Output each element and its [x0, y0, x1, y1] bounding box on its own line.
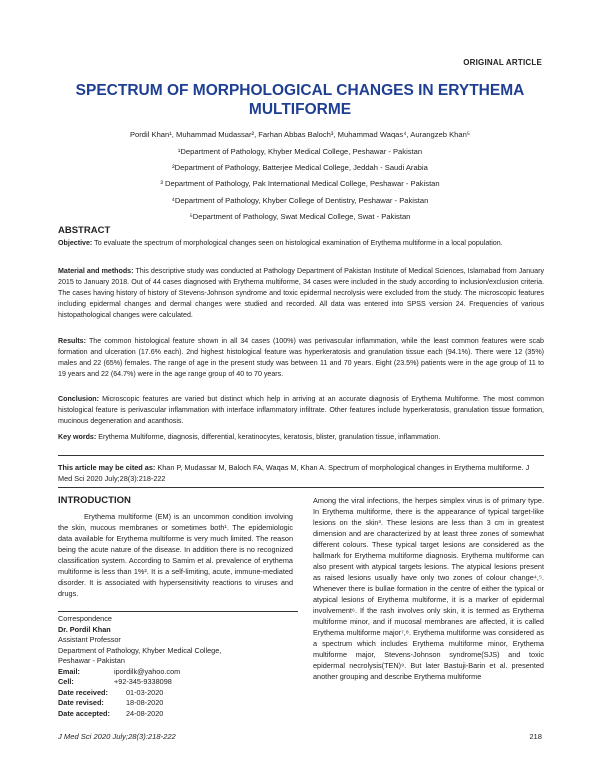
accepted-label: Date accepted:: [58, 708, 110, 718]
objective-text: To evaluate the spectrum of morphological changes seen on histological examination of Erythema multiforme in a local population.: [92, 239, 503, 247]
citation: [58, 462, 544, 484]
methods-label: Material and methods:: [58, 267, 134, 275]
abstract-conclusion: [58, 394, 544, 427]
conclusion-text: Microscopic features are varied but distinct which help in arriving at an accurate diagnosis of Erythema Multiforme. The most common histological feature is perivascular inflammation with interface inflammatory infiltrate. Other features include hyperkeratosis, granulation tissue formation, mucinous degeneration and acanthosis.: [58, 395, 544, 425]
title-line-1: SPECTRUM OF MORPHOLOGICAL CHANGES IN ERYTHEMA: [75, 82, 525, 99]
correspondence-divider: [58, 611, 298, 612]
email-value[interactable]: ipordilk@yahoo.com: [114, 666, 181, 676]
abstract-methods: [58, 266, 544, 321]
citation-label: This article may be cited as:: [58, 463, 156, 472]
abstract-keywords: [58, 432, 544, 443]
accepted-value: 24-08-2020: [126, 708, 164, 718]
correspondence-name: Dr. Pordil Khan: [58, 624, 111, 634]
affiliation-1: ¹Department of Pathology, Khyber Medical College, Peshawar - Pakistan: [177, 147, 423, 156]
revised-label: Date revised:: [58, 698, 104, 707]
correspondence-city: Peshawar - Pakistan: [58, 656, 125, 665]
article-type-label: ORIGINAL ARTICLE: [463, 58, 542, 67]
intro-left-column: Erythema multiforme (EM) is an uncommon condition involving the skin, mucous membranes or sometimes both¹. The epidemiologic data available for Erythema multiforme is very much limited. The reason being the acute nature of the disease. In addition there is no recognized classification system. According to Samim et al. prevalence of erythema multiforme is less than 1%². It is a self-limiting, acute, immune-mediated disorder. It is associated with hypersensitivity reactions to viruses and drugs.: [58, 512, 293, 598]
received-value: 01-03-2020: [126, 687, 164, 697]
received-label: Date received:: [58, 687, 108, 697]
affiliation-3: ³ Department of Pathology, Pak International Medical College, Peshawar - Pakistan: [160, 179, 440, 188]
cell-value: +92-345-9338098: [114, 677, 172, 686]
article-title: [40, 81, 560, 119]
correspondence-block: [58, 614, 293, 719]
correspondence-position: Assistant Professor: [58, 635, 121, 644]
author-list: Pordil Khan¹, Muhammad Mudassar², Farhan Abbas Baloch³, Muhammad Waqas⁴, Aurangzeb Khan⁵: [129, 130, 470, 139]
results-text: The common histological feature shown in all 34 cases (100%) was perivascular inflammation, while the least common features were scab formation and ulceration (17.6% each). 2nd highest histological feature was hyperkeratosis and granulation tissue each (94.1%). There were 12 (35%) males and 22 (65%) females. The range of age in the present study was between 11 and 70 years. Eight (23.5%) patients were in the age group of 11 to 19 years and 22 (64.7%) were in the age range group of 40 to 70 years.: [58, 337, 544, 378]
divider-top: [58, 455, 544, 456]
footer-journal: J Med Sci 2020 July;28(3):218-222: [58, 732, 176, 741]
abstract-results: [58, 336, 544, 380]
conclusion-label: Conclusion:: [58, 395, 99, 403]
abstract-heading: ABSTRACT: [58, 225, 111, 236]
intro-right-column: Among the viral infections, the herpes simplex virus is of primary type. In Erythema multiforme, there is the appearance of typical target-like lesions on the skin³. These lesions are less than 3 cm in greatest dimension and are characterized by at least three zones of somewhat different colours. These typical target lesions are considered as the hallmark for Erythema multiforme diagnosis. Erythema multiforme can also present with atypical targets lesions. The atypical lesions present as raised lesions usually have only two zones of colour change⁴,⁵. Whenever there is bullae formation in the centre of either the typical or atypical lesions of Erythema multiforme, it is a marker of epidermal involvement⁶. If the rash involves only skin, it is termed as Erythema multiforme minor, and if mucosal membranes are affected, it is called Erythema multiforme major⁷,⁸. Erythema multiforme was considered as a spectrum which includes Erythema multiforme minor, Erythema multiforme major, Stevens-Johnson syndrome(SJS) and toxic epidermal necrolysis(TEN)⁹. But later Bastuji-Barin et al. presented another grouping and describe Erythema multiforme: [313, 496, 544, 681]
methods-text: This descriptive study was conducted at Pathology Department of Pakistan Institute of Medical Sciences, Islamabad from January 2015 to January 2018. Out of 44 cases diagnosed with Erythema multiforme, 34 cases were included in the study according to inclusion/exclusion criteria. The cases having history of history of Stevens-Johnson syndrome and toxic epidermal necrolysis were excluded from the study. The microscopic features including epidermal changes and dermal changes were studied and recorded. All data was entered into SPSS version 24. Frequencies of various histopathological changes were calculated.: [58, 267, 544, 319]
correspondence-dept: Department of Pathology, Khyber Medical College,: [58, 645, 222, 655]
keywords-text: Erythema Multiforme, diagnosis, differential, keratinocytes, keratosis, blister, granulation tissue, inflammation.: [96, 433, 441, 441]
objective-label: Objective:: [58, 239, 93, 247]
revised-value: 18-08-2020: [126, 698, 164, 707]
results-label: Results:: [58, 337, 86, 345]
divider-bottom: [58, 487, 544, 488]
email-label: Email:: [58, 666, 80, 676]
citation-text: Khan P, Mudassar M, Baloch FA, Waqas M, Khan A. Spectrum of morphological changes in Erythema multiforme. J Med Sci 2020 July;28(3):218-222: [58, 463, 530, 483]
affiliation-2: ²Department of Pathology, Batterjee Medical College, Jeddah - Saudi Arabia: [172, 163, 428, 172]
cell-label: Cell:: [58, 677, 74, 686]
affiliation-5: ⁵Department of Pathology, Swat Medical College, Swat - Pakistan: [189, 212, 411, 221]
page-number: 218: [529, 732, 542, 741]
affiliation-4: ⁴Department of Pathology, Khyber College of Dentistry, Peshawar - Pakistan: [171, 196, 429, 205]
title-line-2: MULTIFORME: [248, 101, 352, 118]
keywords-label: Key words:: [58, 433, 97, 441]
correspondence-heading: Correspondence: [58, 614, 112, 623]
abstract-objective: [58, 238, 544, 249]
introduction-heading: INTRODUCTION: [58, 495, 131, 506]
